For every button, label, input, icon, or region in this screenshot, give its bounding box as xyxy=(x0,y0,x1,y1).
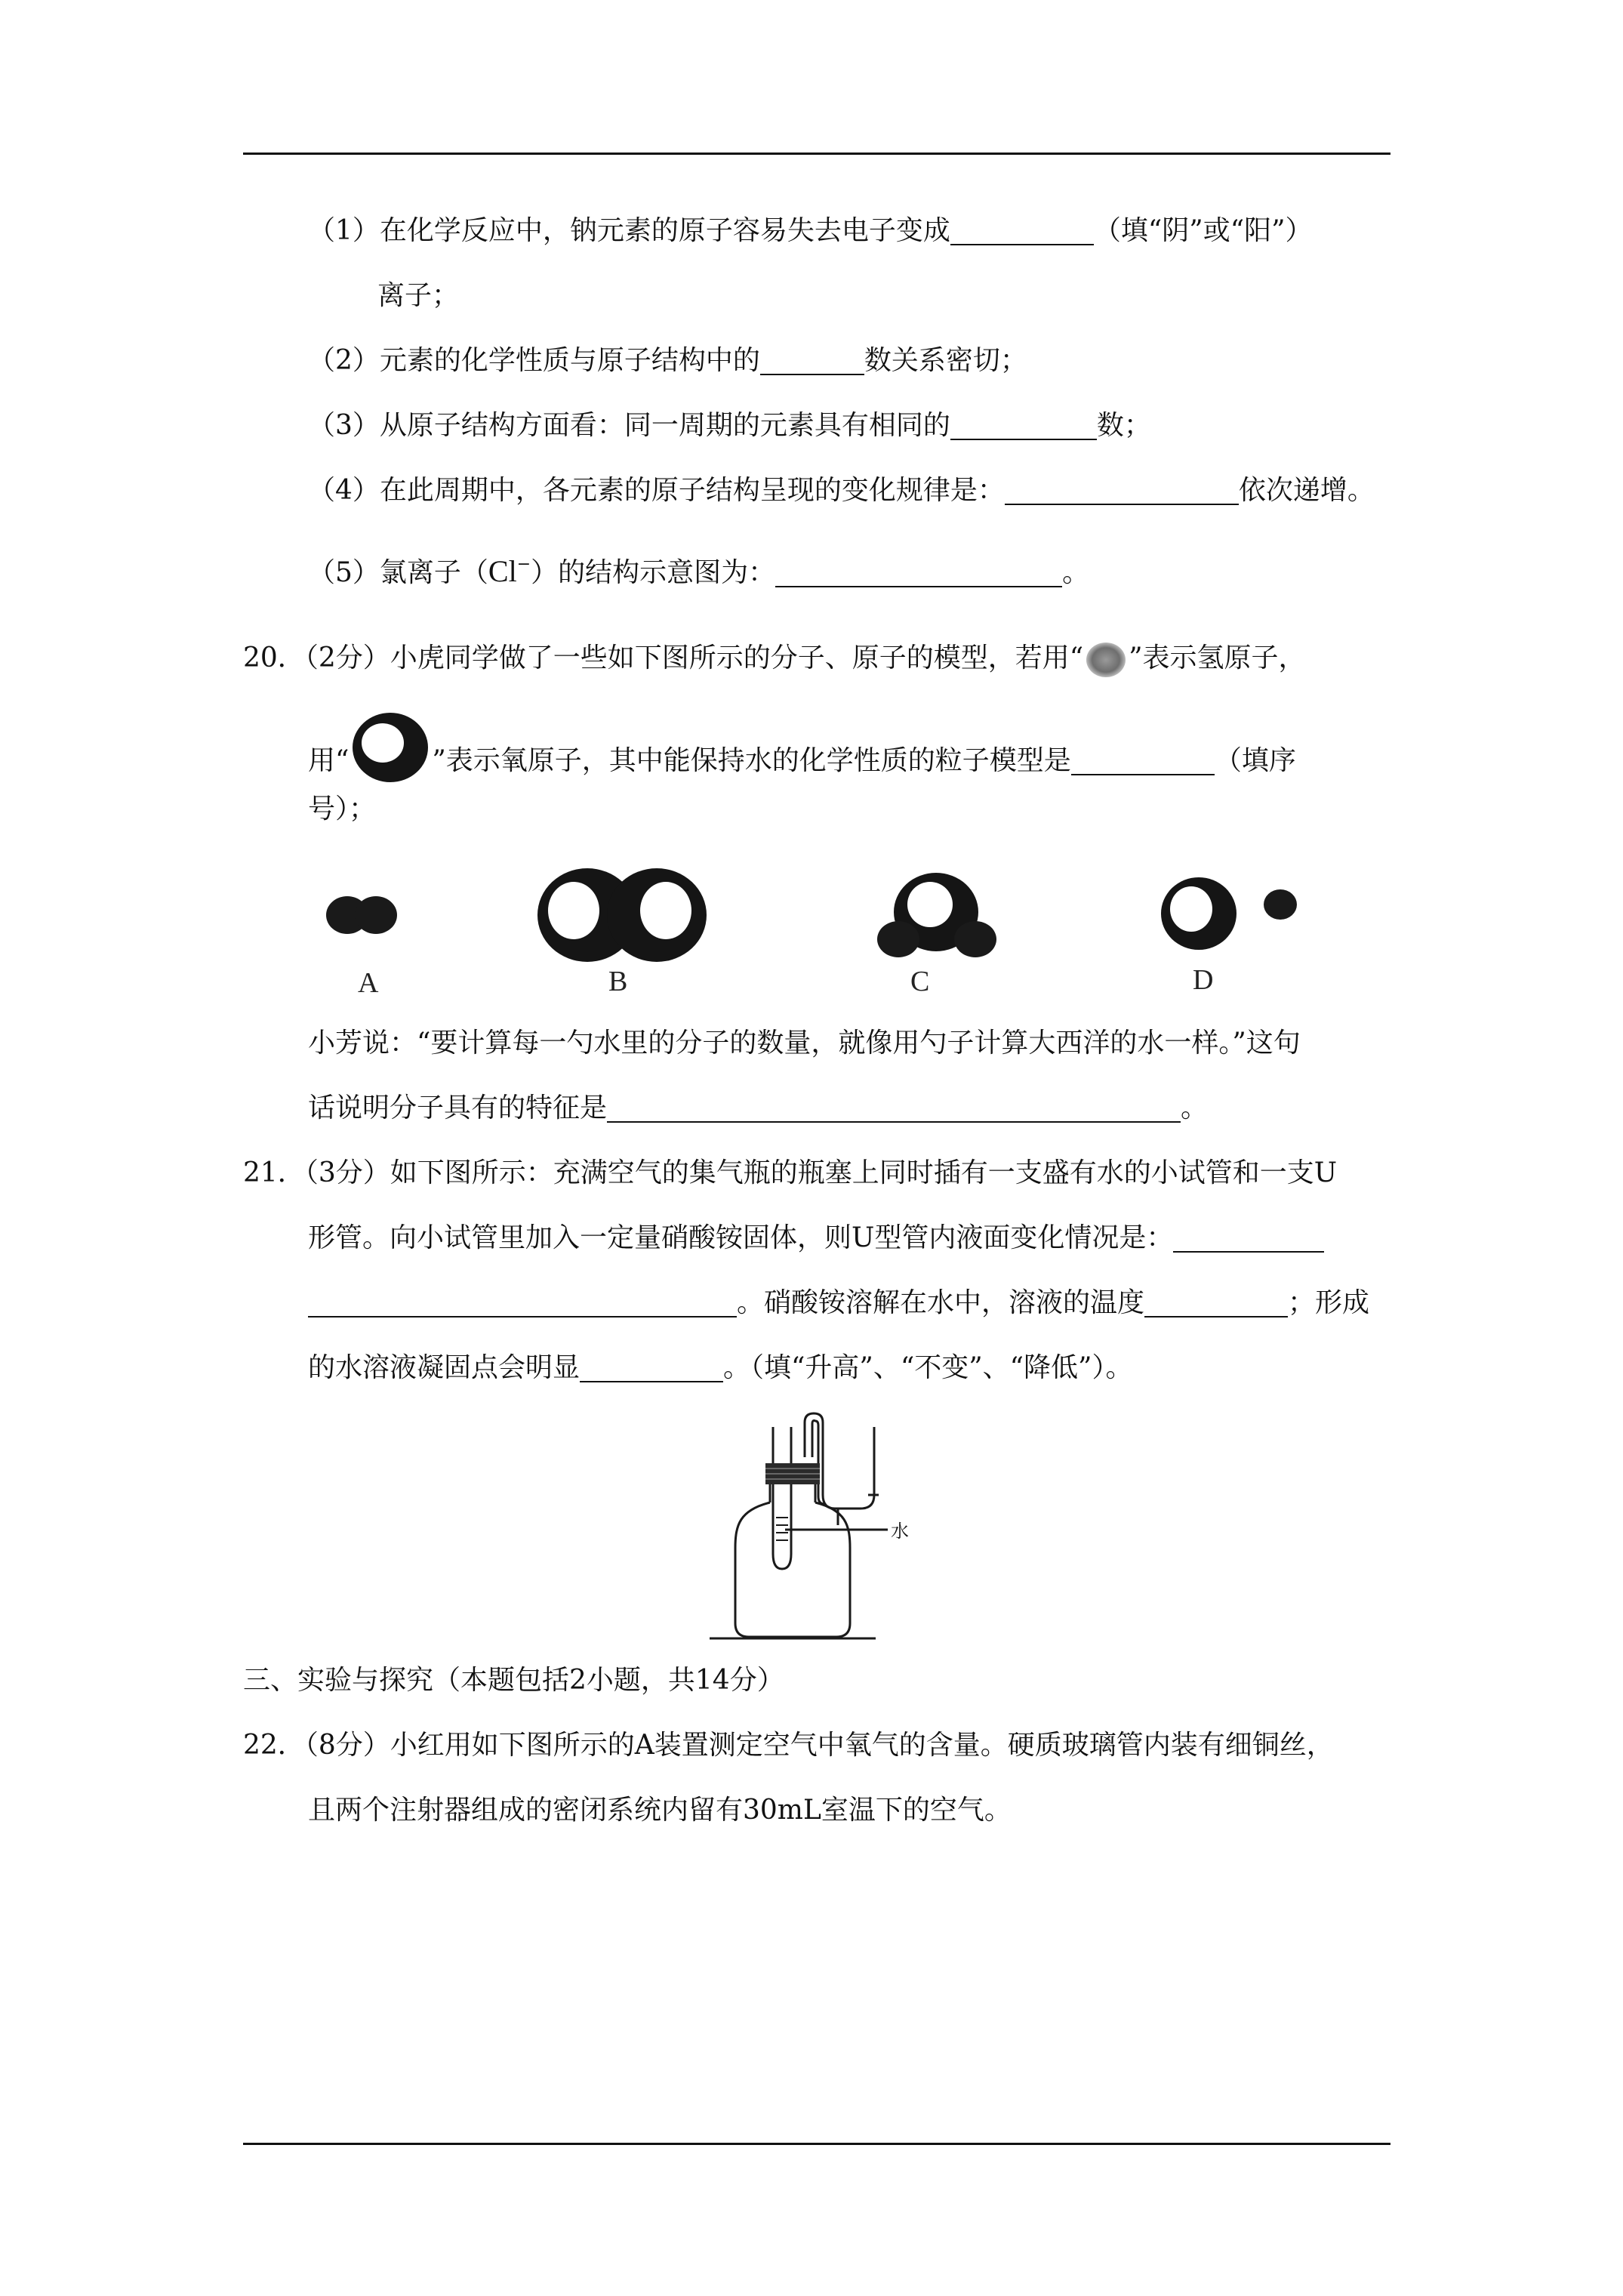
molecule-models-figure xyxy=(317,861,1313,1012)
q20-line1 xyxy=(243,639,1306,681)
q21-line1 xyxy=(243,1157,1337,1190)
q21-text: （3分）如下图所示：充满空气的集气瓶的瓶塞上同时插有一支盛有水的小试管和一支U xyxy=(304,1157,1338,1188)
model-label-a: A xyxy=(358,967,379,999)
q20-text: （2分）小虎同学做了一些如下图所示的分子、原子的模型，若用“ xyxy=(304,643,1084,673)
q19-item2 xyxy=(308,344,1027,378)
q19-item1-text-b: （填“阴”或“阳”） xyxy=(1093,215,1313,246)
q20-line4 xyxy=(308,1027,1301,1060)
q20-text: 。 xyxy=(1181,1093,1209,1123)
q22-text: （8分）小红用如下图所示的A装置测定空气中氧气的含量。硬质玻璃管内装有细铜丝， xyxy=(304,1730,1334,1761)
q19-item1-text-a: （1）在化学反应中，钠元素的原子容易失去电子变成 xyxy=(308,215,950,246)
q19-item4-text-a: （4）在此周期中，各元素的原子结构呈现的变化规律是： xyxy=(308,475,1005,506)
model-a-hydrogen-molecule xyxy=(326,896,397,934)
answer-blank[interactable] xyxy=(1144,1290,1288,1318)
answer-blank[interactable] xyxy=(950,413,1097,440)
q20-line3 xyxy=(308,793,376,826)
chloride-ion-symbol: Cl xyxy=(488,554,517,588)
answer-blank[interactable] xyxy=(775,560,1062,587)
section-heading xyxy=(243,1664,784,1697)
answer-blank[interactable] xyxy=(580,1355,723,1382)
question-number: 22． xyxy=(243,1730,305,1761)
q21-line2 xyxy=(308,1222,1324,1255)
q19-item1-cont xyxy=(377,279,459,313)
q19-item5-text-b: ）的结构示意图为： xyxy=(531,557,776,588)
q21-text: 的水溶液凝固点会明显 xyxy=(308,1352,581,1383)
q21-text: ；形成 xyxy=(1288,1287,1370,1318)
q21-line3 xyxy=(308,1287,1369,1320)
model-label-b: B xyxy=(608,966,628,997)
hydrogen-atom-icon xyxy=(1083,639,1129,681)
q20-text: ”表示氧原子，其中能保持水的化学性质的粒子模型是 xyxy=(432,745,1071,776)
q19-item3 xyxy=(308,409,1151,442)
q21-line4 xyxy=(308,1351,1132,1385)
q20-text: （填序 xyxy=(1214,745,1296,776)
gas-bottle-apparatus-figure xyxy=(710,1412,981,1646)
model-label-d: D xyxy=(1193,964,1214,996)
q20-text: 小芳说：“要计算每一勺水里的分子的数量，就像用勺子计算大西洋的水一样。”这句 xyxy=(308,1028,1301,1059)
question-number: 20． xyxy=(243,643,305,673)
q21-text: 形管。向小试管里加入一定量硝酸铵固体，则U型管内液面变化情况是： xyxy=(308,1222,1174,1253)
footer-rule xyxy=(243,2143,1390,2145)
q19-item5-text-c: 。 xyxy=(1062,557,1090,588)
model-c-water-molecule xyxy=(877,873,996,957)
answer-blank[interactable] xyxy=(1005,478,1239,505)
answer-blank[interactable] xyxy=(607,1096,1181,1123)
answer-blank[interactable] xyxy=(1071,748,1215,775)
model-b-oxygen-molecule xyxy=(537,868,707,962)
q19-item4 xyxy=(308,474,1375,507)
q21-text: 。硝酸铵溶解在水中，溶液的温度 xyxy=(737,1287,1145,1318)
answer-blank[interactable] xyxy=(760,348,864,375)
q19-item5-text-a: （5）氯离子（ xyxy=(308,557,488,588)
q22-line1 xyxy=(243,1729,1334,1762)
q20-text: 话说明分子具有的特征是 xyxy=(308,1093,608,1123)
answer-blank[interactable] xyxy=(950,218,1094,245)
oxygen-atom-icon xyxy=(349,710,432,785)
model-d-separate-atoms xyxy=(1161,877,1297,950)
q20-text: ”表示氢原子， xyxy=(1129,643,1306,673)
q20-line5 xyxy=(308,1092,1208,1125)
q21-text: 。（填“升高”、“不变”、“降低”）。 xyxy=(723,1352,1133,1383)
chloride-ion-charge: − xyxy=(516,555,531,574)
model-label-c: C xyxy=(910,966,930,997)
q22-text: 且两个注射器组成的密闭系统内留有30mL室温下的空气。 xyxy=(308,1795,1012,1826)
q20-text: 号）； xyxy=(308,794,377,824)
q19-item2-text-a: （2）元素的化学性质与原子结构中的 xyxy=(308,345,760,376)
q19-item4-text-b: 依次递增。 xyxy=(1238,475,1375,506)
q20-text: 用“ xyxy=(308,745,350,776)
q19-item1-text-c: 离子； xyxy=(377,280,460,311)
question-number: 21． xyxy=(243,1157,305,1188)
q20-line2 xyxy=(308,740,1296,785)
answer-blank[interactable] xyxy=(1173,1225,1324,1253)
q22-line2 xyxy=(308,1794,1012,1827)
section-heading-text: 三、实验与探究（本题包括2小题，共14分） xyxy=(243,1665,784,1696)
q19-item1 xyxy=(308,214,1313,248)
water-label: 水 xyxy=(891,1521,909,1542)
q19-item3-text-a: （3）从原子结构方面看：同一周期的元素具有相同的 xyxy=(308,410,950,441)
header-rule xyxy=(243,153,1390,155)
answer-blank[interactable] xyxy=(308,1290,737,1318)
q19-item2-text-b: 数关系密切； xyxy=(864,345,1027,376)
q19-item5 xyxy=(308,548,1089,590)
q19-item3-text-b: 数； xyxy=(1096,410,1151,441)
